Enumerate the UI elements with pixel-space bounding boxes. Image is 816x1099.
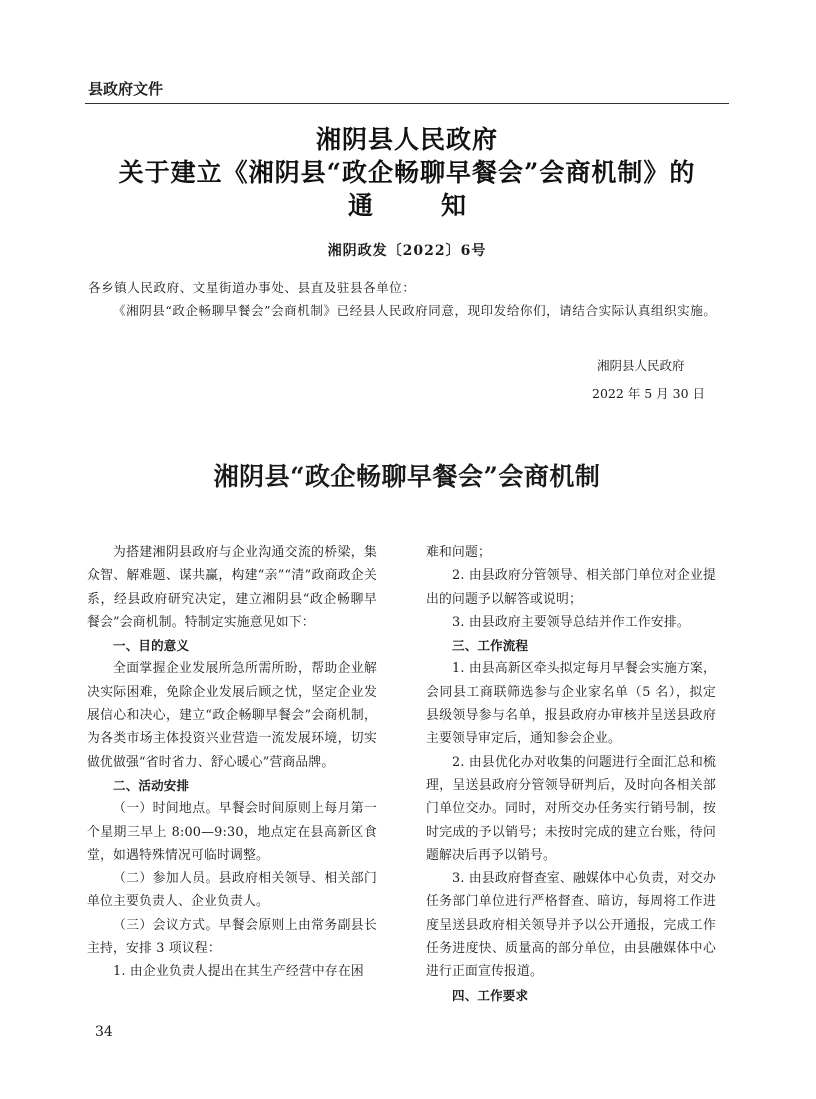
notice-title-line2: 关于建立《湘阴县“政企畅聊早餐会”会商机制》的 (118, 158, 696, 187)
right-column (426, 541, 716, 1007)
paragraph: 3. 由县政府督查室、融媒体中心负责，对交办任务部门单位进行严格督查、暗访，每周将工作进度呈送县政府相关领导并予以公开通报，完成工作任务进度快、质量高的部分单位，由县融媒体中心进行正面宣传报道。 (426, 871, 716, 980)
paragraph: 为搭建湘阴县政府与企业沟通交流的桥梁，集众智、解难题、谋共赢，构建“亲”“清”政商政企关系，经县政府研究决定，建立湘阴县“政企畅聊早餐会”会商机制。特制定实施意见如下： (87, 545, 377, 630)
paragraph: 难和问题； (426, 545, 491, 560)
issuer-signature: 湘阴县人民政府 (597, 358, 685, 373)
section-heading: 四、工作要求 (452, 987, 529, 1003)
salutation: 各乡镇人民政府、文星街道办事处、县直及驻县各单位： (88, 280, 416, 295)
header-divider (85, 103, 729, 104)
section-heading: 一、目的意义 (113, 638, 190, 654)
paragraph: （二）参加人员。县政府相关领导、相关部门单位主要负责人、企业负责人。 (87, 871, 377, 910)
paragraph: 1. 由企业负责人提出在其生产经营中存在困 (113, 964, 364, 980)
paragraph: 2. 由县政府分管领导、相关部门单位对企业提出的问题予以解答或说明； (426, 568, 716, 607)
paragraph: 1. 由县高新区牵头拟定每月早餐会实施方案，会同县工商联筛选参与企业家名单（5 名），拟定县级领导参与名单，报县政府办审核并呈送县政府主要领导审定后，通知参会企业。 (426, 661, 716, 747)
document-number: 湘阴政发〔2022〕6号 (327, 243, 487, 259)
notice-title-line3: 通知 (347, 191, 534, 220)
section-label: 县政府文件 (88, 80, 164, 98)
left-column (87, 541, 377, 984)
page-number: 34 (95, 1024, 113, 1040)
section-heading: 三、工作流程 (452, 638, 529, 654)
paragraph: 2. 由县优化办对收集的问题进行全面汇总和梳理，呈送县政府分管领导研判后，及时向各相关部门单位交办。同时，对所交办任务实行销号制，按时完成的予以销号；未按时完成的建立台账，待问题解决后再予以销号。 (426, 754, 716, 863)
issue-date: 2022 年 5 月 30 日 (592, 386, 706, 401)
paragraph: 3. 由县政府主要领导总结并作工作安排。 (452, 614, 690, 630)
paragraph: （一）时间地点。早餐会时间原则上每月第一个星期三早上 8:00—9:30，地点定在县高新区食堂，如遇特殊情况可临时调整。 (87, 801, 377, 863)
mechanism-title: 湘阴县“政企畅聊早餐会”会商机制 (213, 462, 601, 491)
section-heading: 二、活动安排 (113, 777, 190, 793)
paragraph: 全面掌握企业发展所急所需所盼，帮助企业解决实际困难，免除企业发展后顾之忧，坚定企业发展信心和决心，建立“政企畅聊早餐会”会商机制，为各类市场主体投资兴业营造一流发展环境，切实做优做强“省时省力、舒心暖心”营商品牌。 (87, 661, 377, 770)
paragraph: （三）会议方式。早餐会原则上由常务副县长主持，安排 3 项议程： (87, 917, 377, 957)
notice-body: 《湘阴县“政企畅聊早餐会”会商机制》已经县人民政府同意，现印发给你们，请结合实际认真组织实施。 (113, 303, 717, 318)
notice-title-line1: 湘阴县人民政府 (315, 125, 498, 154)
